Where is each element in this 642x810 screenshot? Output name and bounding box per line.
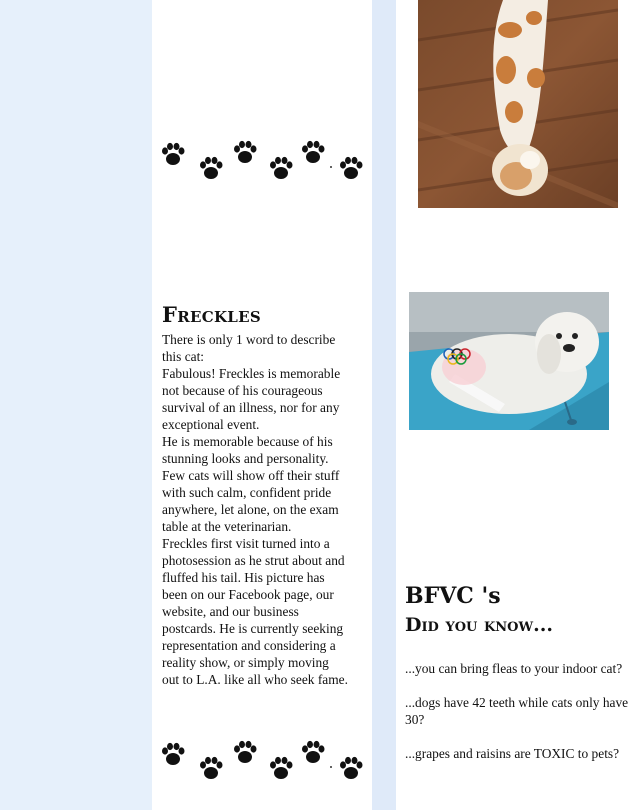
fact-item: ...dogs have 42 teeth while cats only have 30? [405, 695, 629, 727]
cat-photo [418, 0, 618, 208]
fact-item: ...grapes and raisins are TOXIC to pets? [405, 746, 620, 761]
article-line: out to L.A. like all who seek fame. [162, 672, 348, 687]
article-line: reality show, or simply moving [162, 655, 329, 670]
article-line: stunning looks and personality. [162, 451, 329, 466]
paw-prints-divider-top [158, 138, 368, 188]
article-line: Fabulous! Freckles is memorable [162, 366, 341, 381]
paw-print-icon [300, 740, 326, 766]
did-you-know-section [405, 582, 630, 762]
paw-print-icon [198, 756, 224, 782]
paw-print-icon [160, 142, 186, 168]
dog-photo [409, 292, 609, 430]
article-line: postcards. He is currently seeking [162, 621, 344, 636]
article-body [162, 331, 366, 688]
paw-print-icon [268, 156, 294, 182]
paw-print-icon [232, 140, 258, 166]
article-line: anywhere, let alone, on the exam [162, 502, 339, 517]
divider-dot [330, 766, 332, 768]
article-line: not because of his courageous [162, 383, 323, 398]
left-color-band [0, 0, 152, 810]
article-line: table at the veterinarian. [162, 519, 292, 534]
paw-print-icon [160, 742, 186, 768]
article-line: exceptional event. [162, 417, 260, 432]
article-line: Freckles first visit turned into a [162, 536, 330, 551]
dog-photo-image [409, 292, 609, 430]
article-line: Few cats will show off their stuff [162, 468, 340, 483]
fact-item: ...you can bring fleas to your indoor cat? [405, 661, 623, 676]
article-line: with such calm, confident pride [162, 485, 332, 500]
article-line: He is memorable because of his [162, 434, 333, 449]
middle-color-band [372, 0, 396, 810]
article-line: representation and considering a [162, 638, 336, 653]
paw-prints-divider-bottom [158, 738, 368, 788]
article-line: photosession as he strut about and [162, 553, 345, 568]
paw-print-icon [338, 156, 364, 182]
divider-dot [330, 166, 332, 168]
article-line: fluffed his tail. His picture has [162, 570, 325, 585]
paw-print-icon [198, 156, 224, 182]
paw-print-icon [300, 140, 326, 166]
facts-heading: BFVC 's [405, 583, 501, 609]
article-line: website, and our business [162, 604, 299, 619]
article-line: survival of an illness, nor for any [162, 400, 340, 415]
cat-photo-image [418, 0, 618, 208]
article-line: been on our Facebook page, our [162, 587, 334, 602]
paw-print-icon [338, 756, 364, 782]
paw-print-icon [268, 756, 294, 782]
article-line: There is only 1 word to describe [162, 332, 336, 347]
article-line: this cat: [162, 349, 205, 364]
freckles-article [162, 302, 366, 688]
article-title: Freckles [162, 302, 261, 327]
facts-subheading: Did you know... [405, 614, 553, 636]
paw-print-icon [232, 740, 258, 766]
